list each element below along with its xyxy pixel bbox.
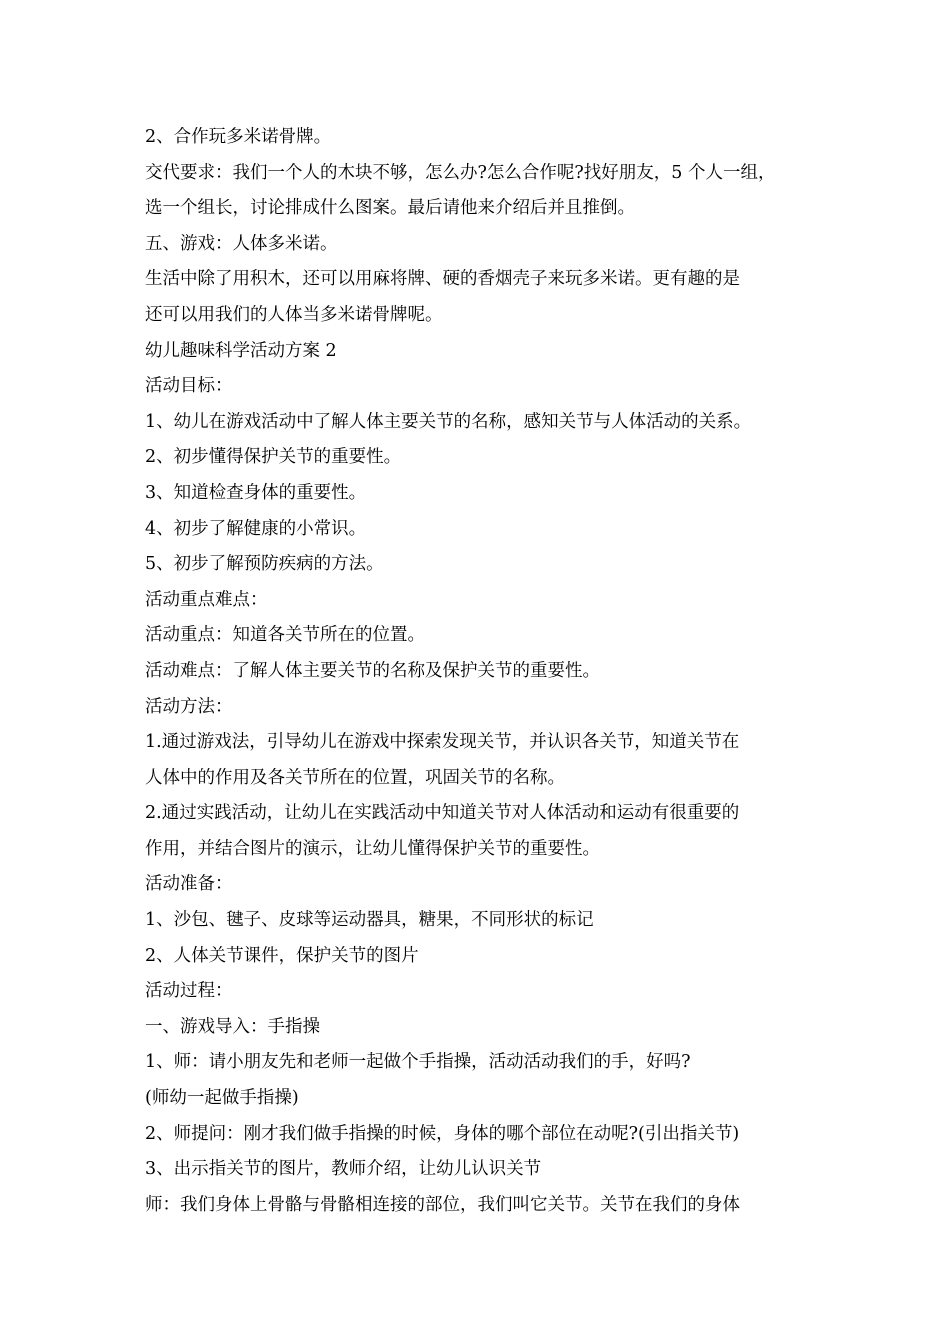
section-heading: 活动重点难点： xyxy=(145,589,268,610)
list-item: 1、沙包、毽子、皮球等运动器具，糖果，不同形状的标记 xyxy=(145,910,594,931)
text-line: 活动难点：了解人体主要关节的名称及保护关节的重要性。 xyxy=(145,660,600,681)
text-line: 交代要求：我们一个人的木块不够，怎么办?怎么合作呢?找好朋友，5 个人一组， xyxy=(145,162,776,183)
list-item: 3、知道检查身体的重要性。 xyxy=(145,482,367,503)
text-line: 2、合作玩多米诺骨牌。 xyxy=(145,127,332,147)
section-heading: 活动方法： xyxy=(145,696,233,717)
section-heading: 五、游戏：人体多米诺。 xyxy=(145,233,338,254)
text-line: 活动重点：知道各关节所在的位置。 xyxy=(145,625,425,646)
list-item: 3、出示指关节的图片，教师介绍，让幼儿认识关节 xyxy=(145,1159,542,1180)
section-heading: 一、游戏导入：手指操 xyxy=(145,1016,320,1037)
list-item: 2.通过实践活动，让幼儿在实践活动中知道关节对人体活动和运动有很重要的 xyxy=(145,803,740,824)
text-line: 选一个组长，讨论排成什么图案。最后请他来介绍后并且推倒。 xyxy=(145,198,635,219)
list-item: 2、初步懂得保护关节的重要性。 xyxy=(145,447,402,468)
text-line: 人体中的作用及各关节所在的位置，巩固关节的名称。 xyxy=(145,767,565,788)
text-line: (师幼一起做手指操) xyxy=(145,1088,299,1109)
text-line: 生活中除了用积木，还可以用麻将牌、硬的香烟壳子来玩多米诺。更有趣的是 xyxy=(145,269,740,290)
document-body xyxy=(145,120,825,1223)
list-item: 1、幼儿在游戏活动中了解人体主要关节的名称，感知关节与人体活动的关系。 xyxy=(145,411,752,432)
section-heading: 活动准备： xyxy=(145,874,233,895)
section-heading: 活动目标： xyxy=(145,376,233,397)
section-heading: 活动过程： xyxy=(145,981,233,1002)
text-line: 师：我们身体上骨骼与骨骼相连接的部位，我们叫它关节。关节在我们的身体 xyxy=(145,1194,740,1215)
list-item: 1.通过游戏法，引导幼儿在游戏中探索发现关节，并认识各关节，知道关节在 xyxy=(145,732,740,753)
list-item: 1、师：请小朋友先和老师一起做个手指操，活动活动我们的手，好吗? xyxy=(145,1052,691,1073)
text-line: 作用，并结合图片的演示，让幼儿懂得保护关节的重要性。 xyxy=(145,838,600,859)
list-item: 2、师提问：刚才我们做手指操的时候，身体的哪个部位在动呢?(引出指关节) xyxy=(145,1123,740,1144)
list-item: 5、初步了解预防疾病的方法。 xyxy=(145,554,384,575)
list-item: 4、初步了解健康的小常识。 xyxy=(145,518,367,539)
document-title: 幼儿趣味科学活动方案 2 xyxy=(145,340,337,361)
text-line: 还可以用我们的人体当多米诺骨牌呢。 xyxy=(145,304,443,325)
list-item: 2、人体关节课件，保护关节的图片 xyxy=(145,945,419,966)
